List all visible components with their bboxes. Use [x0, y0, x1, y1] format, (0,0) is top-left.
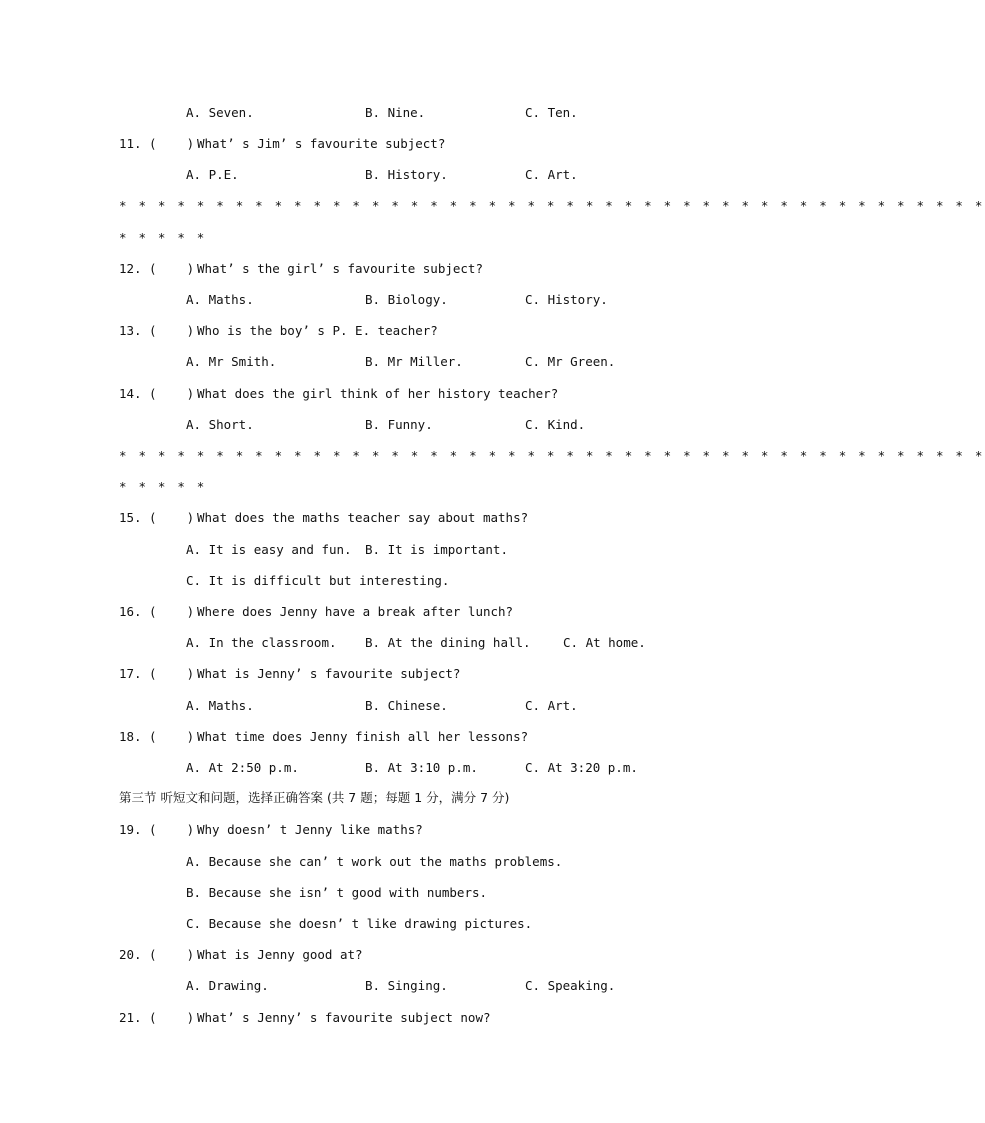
option-b: B. At 3:10 p.m. [365, 760, 478, 775]
answer-blank: ( ) [149, 323, 195, 338]
option-a: A. Maths. [186, 292, 254, 307]
question-text: What’ s Jim’ s favourite subject? [197, 136, 446, 151]
answer-blank: ( ) [149, 947, 195, 962]
option-c: C. It is difficult but interesting. [186, 573, 450, 588]
answer-blank: ( ) [149, 386, 195, 401]
option-b: B. At the dining hall. [365, 635, 531, 650]
option-b: B. Biology. [365, 292, 448, 307]
option-c: C. Art. [525, 167, 578, 182]
q10-option-b: B. Nine. [365, 105, 426, 120]
question-text: What’ s the girl’ s favourite subject? [197, 261, 483, 276]
option-b: B. Chinese. [365, 698, 448, 713]
option-c: C. Art. [525, 698, 578, 713]
option-b: B. Because she isn’ t good with numbers. [186, 885, 488, 900]
option-b: B. Singing. [365, 978, 448, 993]
option-b: B. History. [365, 167, 448, 182]
question-text: Where does Jenny have a break after lunch? [197, 604, 514, 619]
question-text: What time does Jenny finish all her lessons? [197, 729, 529, 744]
question-text: What does the maths teacher say about maths? [197, 510, 529, 525]
question-text: What does the girl think of her history teacher? [197, 386, 559, 401]
star-divider-continuation: * * * * * [119, 230, 207, 245]
option-c: C. Because she doesn’ t like drawing pictures. [186, 916, 533, 931]
option-c: C. Mr Green. [525, 354, 616, 369]
option-a: A. Mr Smith. [186, 354, 277, 369]
question-text: What is Jenny’ s favourite subject? [197, 666, 461, 681]
question-number: 20. [119, 947, 142, 962]
star-divider-continuation: * * * * * [119, 479, 207, 494]
question-number: 21. [119, 1010, 142, 1025]
q10-option-c: C. Ten. [525, 105, 578, 120]
star-divider: * * * * * * * * * * * * * * * * * * * * * * * * * * * * * * * * * * * * * * * * * * * * * [119, 198, 985, 213]
answer-blank: ( ) [149, 666, 195, 681]
option-a: A. P.E. [186, 167, 239, 182]
option-a: A. In the classroom. [186, 635, 337, 650]
option-a: A. At 2:50 p.m. [186, 760, 299, 775]
answer-blank: ( ) [149, 822, 195, 837]
answer-blank: ( ) [149, 510, 195, 525]
q10-option-a: A. Seven. [186, 105, 254, 120]
question-number: 16. [119, 604, 142, 619]
question-text: Why doesn’ t Jenny like maths? [197, 822, 423, 837]
question-text: What’ s Jenny’ s favourite subject now? [197, 1010, 491, 1025]
option-b: B. Mr Miller. [365, 354, 463, 369]
option-b: B. Funny. [365, 417, 433, 432]
answer-blank: ( ) [149, 604, 195, 619]
option-c: C. At home. [563, 635, 646, 650]
question-number: 15. [119, 510, 142, 525]
answer-blank: ( ) [149, 136, 195, 151]
option-a: A. Short. [186, 417, 254, 432]
question-number: 13. [119, 323, 142, 338]
option-c: C. Speaking. [525, 978, 616, 993]
question-text: Who is the boy’ s P. E. teacher? [197, 323, 438, 338]
option-c: C. History. [525, 292, 608, 307]
option-c: C. Kind. [525, 417, 586, 432]
question-number: 19. [119, 822, 142, 837]
option-c: C. At 3:20 p.m. [525, 760, 638, 775]
question-number: 11. [119, 136, 142, 151]
section-heading: 第三节 听短文和问题，选择正确答案 (共 7 题；每题 1 分，满分 7 分) [119, 790, 510, 805]
question-number: 18. [119, 729, 142, 744]
star-divider: * * * * * * * * * * * * * * * * * * * * * * * * * * * * * * * * * * * * * * * * * * * * * [119, 448, 985, 463]
question-number: 14. [119, 386, 142, 401]
option-b: B. It is important. [365, 542, 508, 557]
option-a: A. It is easy and fun. [186, 542, 352, 557]
answer-blank: ( ) [149, 261, 195, 276]
option-a: A. Maths. [186, 698, 254, 713]
answer-blank: ( ) [149, 729, 195, 744]
option-a: A. Drawing. [186, 978, 269, 993]
question-text: What is Jenny good at? [197, 947, 363, 962]
option-a: A. Because she can’ t work out the maths problems. [186, 854, 563, 869]
answer-blank: ( ) [149, 1010, 195, 1025]
question-number: 12. [119, 261, 142, 276]
question-number: 17. [119, 666, 142, 681]
